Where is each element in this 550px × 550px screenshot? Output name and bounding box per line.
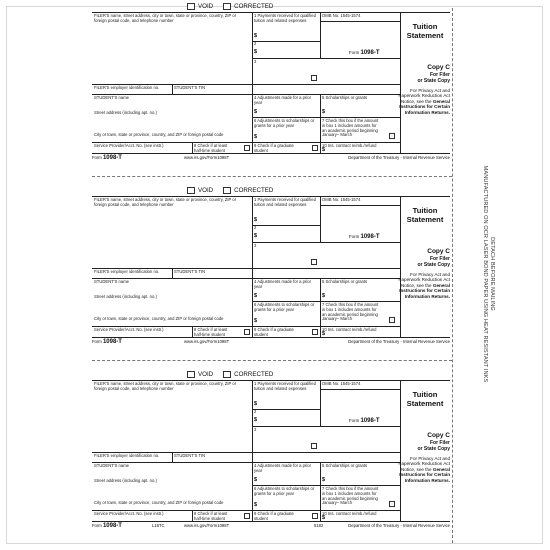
student-address-label: Street address (including apt. no.) xyxy=(94,294,157,299)
student-tin-label: STUDENT'S TIN xyxy=(174,453,206,458)
omb-number: OMB No. 1545-1574 xyxy=(322,13,361,18)
box10-dollar: $ xyxy=(322,331,326,337)
box5-dollar: $ xyxy=(322,293,326,299)
box3-checkbox[interactable] xyxy=(311,443,317,449)
box5-dollar: $ xyxy=(322,109,326,115)
privacy-instructions: General Instructions for Certain Information Returns. xyxy=(399,98,450,115)
footer-code-right: 5182 xyxy=(314,523,324,528)
box9-label: 9 Check if a graduate student xyxy=(254,327,294,337)
privacy-instructions: General Instructions for Certain Information Returns. xyxy=(399,466,450,483)
footer-form-label: Form xyxy=(92,155,102,160)
box4-label: 4 Adjustments made for a prior year xyxy=(254,279,312,289)
student-city-label: City or town, state or province, country, and ZIP or foreign postal code xyxy=(94,132,224,137)
box2-dollar: $ xyxy=(254,233,258,239)
vertical-perforation xyxy=(452,8,453,543)
box9-label: 9 Check if a graduate student xyxy=(254,143,294,153)
privacy-text: For Privacy Act and Paperwork Reduction Act Notice, see the xyxy=(398,88,450,104)
box4-dollar: $ xyxy=(254,477,258,483)
omb-number: OMB No. 1545-1574 xyxy=(322,381,361,386)
box7-label: 7 Check this box if the amount in box 1 includes amounts for an academic period beginning January– March xyxy=(322,302,379,322)
footer-department: Department of the Treasury - Internal Revenue Service xyxy=(348,155,450,160)
box8-label: 8 Check if at least half-time student xyxy=(194,511,228,521)
void-checkbox[interactable] xyxy=(187,3,195,10)
box7-label: 7 Check this box if the amount in box 1 includes amounts for an academic period beginning January– March xyxy=(322,118,379,138)
copy-title: Copy C xyxy=(427,64,450,71)
omb-number: OMB No. 1545-1574 xyxy=(322,197,361,202)
service-provider-label: Service Provider/Acct. No. (see instr.) xyxy=(94,511,164,516)
box3-checkbox[interactable] xyxy=(311,259,317,265)
corrected-checkbox[interactable] xyxy=(223,371,231,378)
form-1098t-copy-3 xyxy=(92,370,450,530)
copy-sub2: or State Copy xyxy=(417,78,450,84)
box6-label: 6 Adjustments to scholarships or grants for a prior year xyxy=(254,486,315,496)
box7-checkbox[interactable] xyxy=(389,317,395,323)
form-footer xyxy=(92,337,450,346)
footer-code-left: L18TC xyxy=(152,523,165,528)
form-1098t-copy-1 xyxy=(92,2,450,162)
box1-dollar: $ xyxy=(254,401,258,407)
box10-label: 10 Ins. contract reimb./refund xyxy=(322,143,377,148)
box6-label: 6 Adjustments to scholarships or grants for a prior year xyxy=(254,302,315,312)
form-label: Form xyxy=(349,418,360,423)
corrected-checkbox[interactable] xyxy=(223,187,231,194)
form-title: Tuition Statement xyxy=(406,206,444,224)
box7-checkbox[interactable] xyxy=(389,501,395,507)
filer-ein-label: FILER'S employer identification no. xyxy=(94,85,160,90)
box5-label: 5 Scholarships or grants xyxy=(322,279,368,284)
void-corrected-row xyxy=(187,2,283,11)
footer-form-label: Form xyxy=(92,339,102,344)
privacy-notice xyxy=(394,88,450,115)
privacy-instructions: General Instructions for Certain Information Returns. xyxy=(399,282,450,299)
box10-dollar: $ xyxy=(322,515,326,521)
copy-title: Copy C xyxy=(427,248,450,255)
box5-label: 5 Scholarships or grants xyxy=(322,463,368,468)
filer-name-label: FILER'S name, street address, city or town, state or province, country, ZIP or foreign postal code, and telephone number xyxy=(94,381,237,391)
privacy-notice xyxy=(394,272,450,299)
box9-label: 9 Check if a graduate student xyxy=(254,511,294,521)
student-name-label: STUDENT'S name xyxy=(94,279,130,284)
box7-checkbox[interactable] xyxy=(389,133,395,139)
box2-dollar: $ xyxy=(254,417,258,423)
box1-dollar: $ xyxy=(254,33,258,39)
form-grid xyxy=(92,12,450,153)
box8-checkbox[interactable] xyxy=(244,329,250,335)
service-provider-label: Service Provider/Acct. No. (see instr.) xyxy=(94,327,164,332)
box9-checkbox[interactable] xyxy=(312,145,318,151)
form-number: 1098-T xyxy=(360,50,380,56)
form-label: Form xyxy=(349,50,360,55)
corrected-label: CORRECTED xyxy=(234,187,274,194)
footer-form-number: 1098-T xyxy=(102,155,122,161)
copy-sub1: For Filer xyxy=(429,256,450,262)
form-1098t-copy-2 xyxy=(92,186,450,346)
corrected-label: CORRECTED xyxy=(234,371,274,378)
box7-label: 7 Check this box if the amount in box 1 includes amounts for an academic period beginning January– March xyxy=(322,486,379,506)
box2-label: 2 xyxy=(254,409,257,414)
box3-checkbox[interactable] xyxy=(311,75,317,81)
copy-c-block xyxy=(417,248,450,268)
void-corrected-row xyxy=(187,370,283,379)
void-label: VOID xyxy=(198,187,214,194)
footer-form-id xyxy=(92,521,122,531)
student-city-label: City or town, state or province, country, and ZIP or foreign postal code xyxy=(94,316,224,321)
student-tin-label: STUDENT'S TIN xyxy=(174,269,206,274)
footer-url: www.irs.gov/Form1098T xyxy=(184,339,230,344)
box8-label: 8 Check if at least half-time student xyxy=(194,327,228,337)
footer-url: www.irs.gov/Form1098T xyxy=(184,523,230,528)
horizontal-perforation xyxy=(92,176,452,177)
copy-sub2: or State Copy xyxy=(417,446,450,452)
copy-c-block xyxy=(417,432,450,452)
form-title: Tuition Statement xyxy=(406,22,444,40)
footer-form-label: Form xyxy=(92,523,102,528)
void-checkbox[interactable] xyxy=(187,371,195,378)
box2-label: 2 xyxy=(254,225,257,230)
privacy-notice xyxy=(394,456,450,483)
form-label: Form xyxy=(349,234,360,239)
box3-label: 3 xyxy=(254,59,257,64)
box3-label: 3 xyxy=(254,427,257,432)
manufactured-text: MANUFACTURED ON OCR LASER BOND PAPER USING HEAT RESISTANT INKS xyxy=(482,165,488,383)
filer-ein-label: FILER'S employer identification no. xyxy=(94,269,160,274)
box9-checkbox[interactable] xyxy=(312,513,318,519)
box10-dollar: $ xyxy=(322,147,326,153)
footer-form-number: 1098-T xyxy=(102,523,122,529)
box5-label: 5 Scholarships or grants xyxy=(322,95,368,100)
student-name-label: STUDENT'S name xyxy=(94,95,130,100)
form-footer xyxy=(92,521,450,530)
void-label: VOID xyxy=(198,371,214,378)
box4-label: 4 Adjustments made for a prior year xyxy=(254,463,312,473)
footer-department: Department of the Treasury - Internal Revenue Service xyxy=(348,339,450,344)
form-number-inline xyxy=(349,234,380,240)
box2-dollar: $ xyxy=(254,49,258,55)
form-footer xyxy=(92,153,450,162)
filer-name-label: FILER'S name, street address, city or town, state or province, country, ZIP or foreign postal code, and telephone number xyxy=(94,13,237,23)
box6-dollar: $ xyxy=(254,318,258,324)
box4-label: 4 Adjustments made for a prior year xyxy=(254,95,312,105)
footer-form-id xyxy=(92,337,122,347)
form-title: Tuition Statement xyxy=(406,390,444,408)
horizontal-perforation xyxy=(92,360,452,361)
box6-label: 6 Adjustments to scholarships or grants for a prior year xyxy=(254,118,315,128)
box1-label: 1 Payments received for qualified tuition and related expenses xyxy=(254,13,316,23)
box8-checkbox[interactable] xyxy=(244,145,250,151)
box1-dollar: $ xyxy=(254,217,258,223)
student-name-label: STUDENT'S name xyxy=(94,463,130,468)
footer-department: Department of the Treasury - Internal Revenue Service xyxy=(348,523,450,528)
form-number: 1098-T xyxy=(360,418,380,424)
copy-title: Copy C xyxy=(427,432,450,439)
void-checkbox[interactable] xyxy=(187,187,195,194)
box6-dollar: $ xyxy=(254,134,258,140)
box5-dollar: $ xyxy=(322,477,326,483)
box10-label: 10 Ins. contract reimb./refund xyxy=(322,327,377,332)
side-margin-text xyxy=(481,14,495,534)
detach-text: DETACH BEFORE MAILING xyxy=(489,237,495,311)
copy-sub1: For Filer xyxy=(429,440,450,446)
form-number-inline xyxy=(349,418,380,424)
box4-dollar: $ xyxy=(254,109,258,115)
box6-dollar: $ xyxy=(254,502,258,508)
box2-label: 2 xyxy=(254,41,257,46)
box1-label: 1 Payments received for qualified tuition and related expenses xyxy=(254,381,316,391)
privacy-text: For Privacy Act and Paperwork Reduction Act Notice, see the xyxy=(398,456,450,472)
student-address-label: Street address (including apt. no.) xyxy=(94,110,157,115)
form-number-inline xyxy=(349,50,380,56)
void-corrected-row xyxy=(187,186,283,195)
corrected-label: CORRECTED xyxy=(234,3,274,10)
copy-c-block xyxy=(417,64,450,84)
student-city-label: City or town, state or province, country, and ZIP or foreign postal code xyxy=(94,500,224,505)
student-address-label: Street address (including apt. no.) xyxy=(94,478,157,483)
filer-name-label: FILER'S name, street address, city or town, state or province, country, ZIP or foreign postal code, and telephone number xyxy=(94,197,237,207)
form-number: 1098-T xyxy=(360,234,380,240)
footer-form-number: 1098-T xyxy=(102,339,122,345)
box9-checkbox[interactable] xyxy=(312,329,318,335)
filer-ein-label: FILER'S employer identification no. xyxy=(94,453,160,458)
copy-sub2: or State Copy xyxy=(417,262,450,268)
box3-label: 3 xyxy=(254,243,257,248)
form-grid xyxy=(92,196,450,337)
service-provider-label: Service Provider/Acct. No. (see instr.) xyxy=(94,143,164,148)
corrected-checkbox[interactable] xyxy=(223,3,231,10)
form-grid xyxy=(92,380,450,521)
student-tin-label: STUDENT'S TIN xyxy=(174,85,206,90)
footer-url: www.irs.gov/Form1098T xyxy=(184,155,230,160)
box10-label: 10 Ins. contract reimb./refund xyxy=(322,511,377,516)
box8-label: 8 Check if at least half-time student xyxy=(194,143,228,153)
copy-sub1: For Filer xyxy=(429,72,450,78)
box4-dollar: $ xyxy=(254,293,258,299)
void-label: VOID xyxy=(198,3,214,10)
box8-checkbox[interactable] xyxy=(244,513,250,519)
footer-form-id xyxy=(92,153,122,163)
privacy-text: For Privacy Act and Paperwork Reduction Act Notice, see the xyxy=(398,272,450,288)
box1-label: 1 Payments received for qualified tuition and related expenses xyxy=(254,197,316,207)
